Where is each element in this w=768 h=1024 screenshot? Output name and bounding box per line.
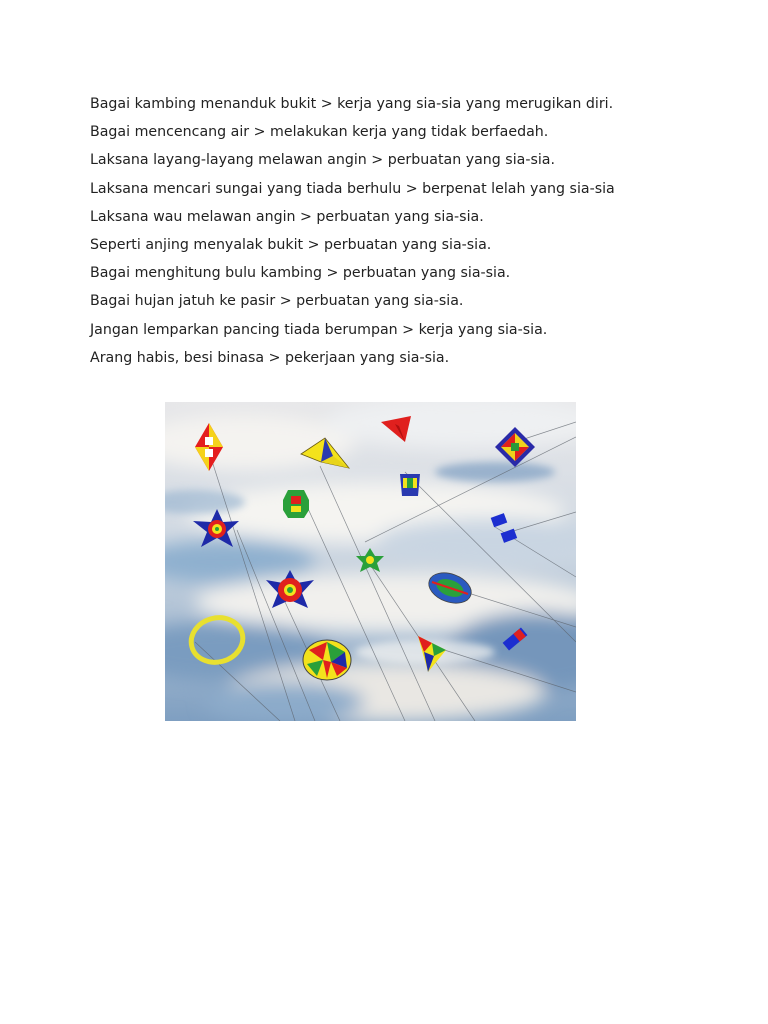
kite-green-box [283,490,309,518]
proverb-list [90,90,710,372]
kite-oval-mosaic [303,640,351,680]
proverb-line-8: Bagai hujan jatuh ke pasir > perbuatan yang sia-sia. [90,293,464,310]
proverb-line-1: Bagai kambing menanduk bukit > kerja yang sia-sia yang merugikan diri. [90,96,614,112]
proverb-line-10: Arang habis, besi binasa > pekerjaan yang sia-sia. [90,349,450,366]
proverb-line-5: Laksana wau melawan angin > perbuatan yang sia-sia. [90,208,484,225]
proverb-line-9: Jangan lemparkan pancing tiada berumpan > kerja yang sia-sia. [90,321,548,338]
proverb-line-6: Seperti anjing menyalak bukit > perbuatan yang sia-sia. [90,237,492,254]
kites-illustration [165,402,576,721]
kite-small-box [400,474,420,496]
proverb-line-3: Laksana layang-layang melawan angin > perbuatan yang sia-sia. [90,152,555,169]
kites-picture [165,402,576,721]
proverb-line-4: Laksana mencari sungai yang tiada berhulu > berpenat lelah yang sia-sia [90,180,615,197]
proverb-line-2: Bagai mencencang air > melakukan kerja yang tidak berfaedah. [90,124,549,141]
proverb-line-7: Bagai menghitung bulu kambing > perbuatan yang sia-sia. [90,265,511,282]
